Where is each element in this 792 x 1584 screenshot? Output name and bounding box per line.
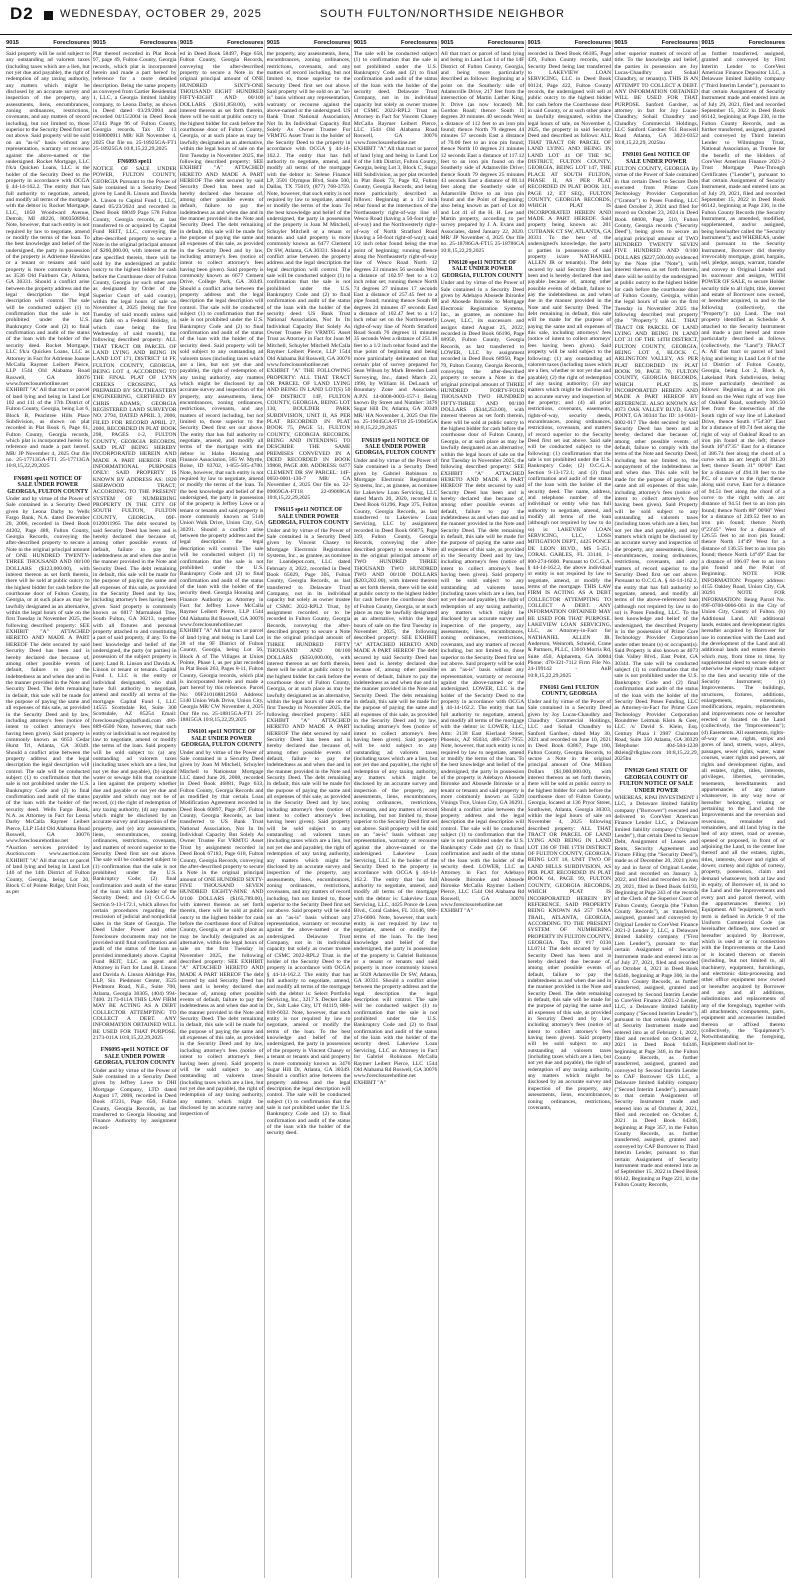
notice-text: Under and by virtue of the Power of Sale contained in a Security Deed given by Adebayo Abosede Ibironke and Abosede Ibironke to Mortgage Electronic Registration Systems, Inc., as grantee, as nominee for Lower, LLC, its successors and assigns dated August 25, 2022, recorded in Deed Book 66196, Page 68950, Fulton County, Georgia Records, as last transferred to LOWER, LLC by assignment recorded in Deed Book 68950, Page 79, Fulton County, Georgia Records, conveying the after-described property to secure a Note in the original principal amount of THREE HUNDRED FORTY-FOUR THOUSAND TWO HUNDRED FIFTY-THREE AND 00/100 DOLLARS ($344,253.00), with interest thereon as set forth therein, there will be sold at public outcry to the highest bidder for cash before the courthouse door of Fulton County, Georgia, or at such place as may be lawfully designated as an alternative, within the legal hours of sale on the first Tuesday in November 2025, the following described property: SEE EXHIBIT "A" ATTACHED HERETO AND MADE A PART HEREOF The debt secured by said Security Deed has been and is hereby declared due because of, among other possible events of default, failure to pay the indebtedness as and when due and in the manner provided in the Note and Security Deed. The debt remaining in default, this sale will be made for the purpose of paying the same and all expenses of this sale, as provided in the Security Deed and by law, including attorney's fees (notice of intent to collect attorney's fees having been given). Said property will be sold subject to any outstanding ad valorem taxes (including taxes which are a lien, but not yet due and payable), the right of redemption of any taxing authority, any matters which might be disclosed by an accurate survey and inspection of the property, any assessments, liens, encumbrances, zoning ordinances, restrictions, covenants, and any matters of record including, but not limited to, those superior to the Security Deed first set out above. Said property will be sold on an "as-is" basis without any representation, warranty or recourse against the above-named or the undersigned. LOWER, LLC is the holder of the Security Deed to the property in accordance with OCGA § 44-14-162.2. The entity that has full authority to negotiate, amend, and modify all terms of the mortgage with the debtor is: LOWER, LLC, Attn: 2138 East Kierland Street, Phoenix, AZ 85034, 480-327-7955. Note, however, that such entity is not required by law to negotiate, amend or modify the terms of the loan. To the best knowledge and belief of the undersigned, the party in possession of the property is Adebayo Abosede Ibironke and Abosede Ibironke or a tenant or tenants and said property is more commonly known as 5320 Vinings Trce, Union City, GA 30291. Should a conflict arise between the property address and the legal description the legal description will control. The sale will be conducted subject (1) to confirmation that the sale is not prohibited under the U.S. Bankruptcy Code and (2) to final confirmation and audit of the status of the loan with the holder of the security deed. LOWER, LLC as Attorney in Fact for Adebayo Abosede Ibironke and Abosede Ibironke McCalla Raymer Leibert Pierce, LLC 1544 Old Alabama Rd Roswell, GA 30076 www.foreclosurehotline.net EXHIBIT "A" [440, 280, 525, 915]
notice-text: as further transferred, assigned, granted and conveyed by First Interim Lender to CoreVest American Finance Depositor LLC, a Delaware limited liability company ("Third Interim Lender"), pursuant to that certain Assignment of Security Instrument made and entered into as of July 29, 2021, filed and recorded September 15, 2022 in Deed Book 66142, beginning at Page 230, in the Fulton County Records, and as further transferred, assigned, granted and conveyed by Third Interim Lender to Wilmington Trust, National Association, as Trustee for the benefit of the Holders of CoreVest American Finance 2021-2 Trust Mortgage Pass-Through Certificates ("Lender"), pursuant to that certain Assignment of Security Instrument, made and entered into as of July 29, 2021, filed and recorded September 15, 2022 in Deed Book 66142, beginning at Page 236, in the Fulton County Records (the Security Instrument, as amended, modified, supplemented, and/or assigned, being hereinafter called the "Security Instrument"); and WHEREAS, under and pursuant to the Security Instrument, Borrower did thereby irrevocably mortgage, grant, bargain, sell, pledge, assign, warrant, transfer and convey to Original Lender and its successor and assigns, WITH POWER OF SALE, to secure Holder security title to all right, title, interest and estate of Borrower now owned, or hereafter acquired, in and to the following (collectively, the "Property"): (a) Land. The real property identified as Schedule A attached to the Security Instrument and made a part hereof and more particularly described as follows (collectively, the "Land"): TRACT A: All that tract or parcel of land lying and being in Land Lot 8 of the 14 District of Fulton County, Georgia, being Lot 2, Block A, Lakeland Park Subdivision, being more particularly described as follows: Beginning at an iron pin found on the West right of way line of Oakleaf Road, southerly 306.50 feet from the intersection of the South right of way line of Lakeland Drive, thence South 1°54'30" East for a distance of 89.74 feet along the right of way of Oakleaf Road to an iron pin found at the left; thence South 16°47'35" East for a distance of 386.74 feet along the chord of a curve with an arc length of 391.20 feet; thence South 31° 00'00" East for a distance of 494.18 feet to the P.C. of a curve to the right; thence along said curve, East for a distance of 94.51 feet along the chord of a curve to the right with an arc distance of 94.51 feet to an iron pin found; thence North 88° 00'00" West for a distance of 249.52 feet to an iron pin found; thence North 0°23'45" West for a distance of 126.55 feet to an iron pin found; thence North 14°49' West for a distance of 136.55 feet to an iron pin found; thence North 14°49" East for a distance of 106.07 feet to an iron pin found and the Point of Beginning. NOTE FOR INFORMATION: Property address: 4155 Oakley Road, Union City, GA 30291 NOTE FOR INFORMATION: Being Parcel No. 09F-0700-0066-061 in the City of Union City, County of Fulton. (b) Additional Land. All additional lands, estates and development rights hereafter acquired by Borrower for use in connection with the Land and the development of the Land and all additional lands and estates therein which may, from time to time, by supplemental deed to secure debt or otherwise be expressly made subject to the lien and security title of the Security Instrument; (c) Improvements. The buildings, structures, fixtures, additions, enlargements, extensions, modifications, repairs, replacements and improvements now or hereafter erected or located on the Land (collectively, the "Improvements"); (d) Easements. All easements, rights-of-way or use, rights, strips and gores of land, streets, ways, alleys, passages, sewer rights, water, water courses, water rights and powers, air rights and development rights, and all estates, rights, titles, interests, privileges, liberties, servitudes, tenements, hereditaments and appurtenances of any nature whatsoever, in any way now or hereafter belonging, relating or pertaining to the Land and the Improvements and the reversion and reversions, remainder and remainders, and all land lying in the bed of any street, road or avenue, opened or proposed, in front of or adjoining the Land, to the center line thereof and all the estates, rights, titles, interests, dower and rights of dower, curtesy and rights of curtesy, property, possession, claim and demand whatsoever, both at law and in equity, of Borrower of, in and to the Land and the Improvements and every part and parcel thereof, with the appurtenances thereto; (e) Equipment. All "equipment," as such term is defined in Article 9 of the Uniform Commercial Code (as hereinafter defined), now owned or hereafter acquired by Borrower, which is used at or in connection with the Improvements or the Land or is located thereon or therein (including, but not limited to, all machinery, equipment, furnishings, and electronic data-processing and other office equipment now owned or hereafter acquired by Borrower and any and all additions, substitutions and replacements of any of the foregoing), together with all attachments, components, parts, equipment and accessories installed thereon or affixed thereto (collectively, the "Equipment"). Notwithstanding the foregoing, Equipment shall not in- [701, 51, 786, 1047]
category-code: 9015 [614, 40, 628, 46]
category-header [180, 40, 264, 48]
column-3 [180, 40, 266, 1578]
notice-text: All that tract or parcel of land lying and being in Land Lot 14 of the 14F District of Fulton County, Georgia, and being more particularly described as follows: Beginning at a point on the Southerly side of Adamsville Drive, 217 feet from the intersection of Martin Luther King, Jr. Drive (as now located) Mt. Gordon Road; thence South 11 degrees 20 minutes 40 seconds West a distance of 112 feet to an iron pin found; thence North 79 degrees 44 minutes 57 seconds East a distance of 70.00 feet to an iron pin found; thence North 10 degrees 21 minutes 12 seconds East a distance of 117.12 feet to an iron pin found on the Southerly side of Adamsville Drive; thence South 79 degrees 25 minutes 43 seconds East a distance of 69.14 feet along the Southerly side of Adamsville Drive to an iron pin found and the Point of Beginning; also being known as part of Lot 40 and Lot 41 of the H. H. Lee and Martin property, according to per survey prepared by J. A. Evans and Associates, dated January 22, 2020. MR/ JP November 4, 2025 Our file no. 25-18786GA-FT15 25-18786GA 10:8,15,22,29,2025 [440, 51, 525, 254]
category-code: 9015 [92, 40, 106, 46]
issue-date: WEDNESDAY, OCTOBER 29, 2025 [60, 8, 262, 20]
category-header [441, 40, 525, 48]
category-code: 9015 [266, 40, 280, 46]
notice-text: Under and by virtue of the Power of Sale contained in a Security Deed given by Joy Lucas-Chaudhry and Chaudhry Commercial Holdings, LLC and Sohail Chaudhry to Sanford Gardner, dated May 30, 2021 and recorded on June 10, 2021 in Deed Book 63867, Page 180, Fulton County, Georgia Records, to secure a Note in the original principal amount of One Million Dollars ($1,000,000.00), with interest thereon as set forth therein, there will be sold at public outcry to the highest bidder for cash before the courthouse door of Fulton County, Georgia, located at 136 Pryor Street, Southwest, Atlanta, Georgia 30303, within the legal hours of sale on November 4, 2025 following described property: ALL THAT TRACT OR PARCEL OF LAND LYING AND BEING IN LAND LOT 136 OF THE 17TH DISTRICT OF FULTON COUNTY, GEORGIA, BEING LOT 18, UNIT TWO OF LAND HILLS SUBDIVISION, AS PER PLAT RECORDED IN PLAT BOOK 64, PAGE 99, FULTON COUNTY, GEORGIA RECORDS, WHICH PLAT IS INCORPORATED HEREIN BY REFERENCE. SAID PROPERTY BEING KNOWN AS 257 TARA TRAIL, ATLANTA, GEORGIA, ACCORDING TO THE PRESENT SYSTEM OF NUMBERING PROPERTY IN FULTON COUNTY, GEORGIA. Tax ID #17 0136 LL0714 The debt secured by said Security Deed has been and is hereby declared due because of, among other possible events of default, failure to pay the indebtedness as and when due and in the manner provided in the Note and Security Deed. The debt remaining in default, this sale will be made for the purpose of paying the same and all expenses of this sale, as provided in Security Deed and by law, including attorney's fees (notice of intent to collect attorney's fees having been given). Said property will be sold subject to any outstanding ad valorem taxes (including taxes which are a lien, but not yet due and payable), the right of redemption of any taxing authority, any matters which might be disclosed by an accurate survey and inspection of the property, any assessments, liens, encumbrances, zoning ordinances, restrictions, covenants, [527, 698, 612, 1111]
category-header [6, 40, 90, 48]
notice-columns [6, 40, 786, 1578]
notice-text: recorded in Deed Book 66185, Page 439, Fulton County records, said Security Deed being last transferred to LAKEVIEW LOAN SERVICING, LLC in Deed Book 60124, Page 422, Fulton County records, the undersigned will sell at public outcry to the highest bidder for cash before the Courthouse door in said County, or at such other place as lawfully designated, within the legal hours of sale, on November 4, 2025, the property in said Security Deed and described as follows: ALL THAT TRACT OR PARCEL OF LAND LYING AND BEING IN LAND LOT 41 OF THE 9C DISTRICT, FULTON COUNTY, GEORGIA, BEING LOT 147, THE PLACE AT SOUTH FULTON, PHASE II, AS PER PLAT RECORDED IN PLAT BOOK 311, PAGE 12, ET SEQ., FULTON COUNTY, GEORGIA RECORDS, WHICH PLAT IS INCORPORATED HEREIN AND MADE A PART HEREOF. Said property being known as: 201 CUTBANK CT SW, ATLANTA, GA 30331 To the best of the undersigned's knowledge, the party or parties in possession of said property is/are NATHANIEL ALLEN JR or tenant(s). The debt secured by said Security Deed has been and is hereby declared due and payable because of, among other possible events of default, failure to pay the indebtedness as and when due in the manner provided in the Note and said Security Deed. The debt remaining in default, this sale will be made for the purpose of paying the same and all expenses of this sale, including attorneys' fees (notice of intent to collect attorneys' fees having been given). Said property will be sold subject to the following: (1) any outstanding ad valorem taxes (including taxes which are a lien, whether or not yet due and payable); (2) the right of redemption of any taxing authority; (3) any matters which might be disclosed by an accurate survey and inspection of the property; and (4) all prior restrictions, covenants, easements, rights-of-way, security deeds, encumbrances, zoning ordinances, restrictions, covenants, and matters of record superior to the Security Deed first set out above. Said sale will be conducted subject to the following: (1) confirmation that the sale is not prohibited under the U.S. Bankruptcy Code; (2) O.C.G.A. Section 9-13-172.1; and (3) final confirmation and audit of the status of the loan with the holder of the security deed. The name, address, and telephone number of the individual or entity who has full authority to negotiate, amend, and modify all terms of the loan (although not required by law to do so) is: LAKEVIEW LOAN SERVICING, LLC, LOSS MITIGATION DEPT., 4425 PONCE DE LEON BLVD., MS 5-251, CORAL GABLES, FL 33146, 1-800-274-6600. Pursuant to O.C.G.A. § 44-14-162.2, the above individual or entity is not required by law to negotiate, amend, or modify the terms of the mortgage. THIS LAW FIRM IS ACTING AS A DEBT COLLECTOR ATTEMPTING TO COLLECT A DEBT. ANY INFORMATION OBTAINED MAY BE USED FOR THAT PURPOSE. LAKEVIEW LOAN SERVICING, LLC, as Attorney-in-Fact for NATHANIEL ALLEN JR. Anderson, Weinroth, Schneid, Crane & Partners, PLLC, 13010 Morris Rd, Suite 450, Alpharetta, GA 30004 Phone: 470-321-7112 Firm File No. 24-199142 - AnB 10:8,15,22,29,2025 [527, 51, 612, 679]
notice-title: FN9101 Gen1 NOTICE OF SALE UNDER POWER [622, 152, 691, 165]
notice-title: FN6101 spe11 NOTICE OF SALE UNDER POWER GEORGIA, FULTON COUNTY [181, 729, 263, 749]
notice-title: FN6119 spe11 NOTICE OF SALE UNDER POWER GEORGIA, FULTON COUNTY [354, 437, 436, 457]
notice-text: other superior matters of record of title. To the knowledge and belief, the parties in possession are Joy Lucas-Chaudhry and Sohail Chaudhry, or tenant(s). THIS IS AN ATTEMPT TO COLLECT A DEBT. ANY INFORMATION OBTAINED WILL BE USED FOR THAT PURPOSE. Sanford Gardner, as attorney in fact for Joy Lucas-Chaudhry, Sohail Chaudhry and Chaudhry Commercial Holdings, LLC Sanford Gardner 951 Roswell Road Atlanta, GA 3023-0352 10:8,15,22,29, 2025bu [614, 51, 699, 146]
notice-text: Plat thereof recorded in Plat Book 97, page 49, Fulton County, Georgia records, which plat is incorporated herein and made a part hereof by reference for a more detailed description. Being the same property as conveyed from Cartier Residential 1, LLC, a Georgia limited liability company, to Leona Darby, as shown in Deed dated 03/29/2004 and recorded 04/15/2004 in Deed Book 37443 Page 96 of Fulton County, Georgia records. Tax ID: 13 0168000911 MR/ KB November 4, 2025 Our file no. 25-18925GA-FT1 25-18925GA 10:8,15,22,29,2025 [92, 51, 177, 153]
notice-title: FN6091 spe11 NOTICE OF SALE UNDER POWER GEORGIA, FULTON COUNTY [7, 475, 89, 495]
notice-text: Under and by virtue of the Power of Sale contained in a Security Deed given by Leona Darby to Wells Fargo Bank, N.A. dated December 20, 2006, recorded in Deed Book 44202, Page 488, Fulton County, Georgia Records, conveying the after-described property to secure a Note in the original principal amount of ONE HUNDRED TWENTY-THREE THOUSAND AND 00/100 DOLLARS ($123,000.00), with interest thereon as set forth therein, there will be sold at public outcry to the highest bidder for cash before the courthouse door of Fulton County, Georgia, or at such place as may be lawfully designated as an alternative, within the legal hours of sale on the first Tuesday in November 2025, the following described property: SEE EXHIBIT "A" ATTACHED HERETO AND MADE A PART HEREOF The debt secured by said Security Deed has been and is hereby declared due because of, among other possible events of default, failure to pay the indebtedness as and when due and in the manner provided in the Note and Security Deed. The debt remaining in default, this sale will be made for the purpose of paying the same and all expenses of this sale, as provided in the Security Deed and by law, including attorney's fees (notice of intent to collect attorney's fees having been given). Said property is commonly known as 6653 Cedar Hurst Trl, Atlanta, GA 30349. Should a conflict arise between the property address and the legal description the legal description will control. The sale will be conducted subject (1) to confirmation that the sale is not prohibited under the U.S. Bankruptcy Code and (2) to final confirmation and audit of the status of the loan with the holder of the security deed. Wells Fargo Bank, N.A. as Attorney in Fact for Leona Darby McCalla Raymer Leibert Pierce, LLP 1544 Old Alabama Road Roswell, GA 30076 www.foreclosurehotline.net *Auction services provided by Auction.com www.auction.com EXHIBIT "A" All that tract or parcel of land lying and being in Land Lot 140 of the 14th District of Fulton County, Georgia, being Lot 20, Block C of Pointe Ridge; Unit Four, as per [6, 495, 90, 896]
notice-title: FN6115 spe11 NOTICE OF SALE UNDER POWER GEORGIA, FULTON COUNTY [268, 507, 350, 527]
category-code: 9015 [440, 40, 454, 46]
category-name: Foreclosures [140, 40, 177, 46]
category-code: 9015 [6, 40, 19, 46]
category-header [93, 40, 177, 48]
category-header [701, 40, 785, 48]
column-4 [267, 40, 353, 1578]
notice-text: Said property will be sold subject to any outstanding ad valorem taxes (including taxes which are a lien, but not yet due and payable), the right of redemption of any taxing authority, any matters which might be disclosed by an accurate survey and inspection of the property, any assessments, liens, encumbrances, zoning ordinances, restrictions, covenants, and any matters of record including, but not limited to, those superior to the Security Deed first set out above. Said property will be sold on an "as-is" basis without any representation, warranty or recourse against the above-named or the undersigned. Rocket Mortgage, LLC f/k/a Quicken Loans, LLC is the holder of the Security Deed to the property in accordance with OCGA § 44-14-162.2. The entity that has full authority to negotiate, amend, and modify all terms of the mortgage with the debtor is: Rocket Mortgage, LLC, 1050 Woodward Avenue, Detroit, MI 48226, 8003508964. Note, however, that such entity is not required by law to negotiate, amend or modify the terms of the loan. To the best knowledge and belief of the undersigned, the party in possession of the property is Adrienne Hawkins or a tenant or tenants and said property is more commonly known as 3536 Old Fairburn Cir, Atlanta, GA 30331. Should a conflict arise between the property address and the legal description the legal description will control. The sale will be conducted subject (1) to confirmation that the sale is not prohibited under the U.S. Bankruptcy Code and (2) to final confirmation and audit of the status of the loan with the holder of the security deed. Rocket Mortgage, LLC f/k/a Quicken Loans, LLC as Attorney in Fact for Adrienne Joanne McCalla Raymer Leibert Pierce, LLP 1544 Old Alabama Road Roswell, GA 30076 www.foreclosurehotline.net EXHIBIT "A" All that tract or parcel of land lying and being in Land Lot 102 and 111 of the 17th District of Fulton County, Georgia, being Lot 6, Block B, Peachtree Hills Place Subdivision, as shown on plat recorded in Plat Book 6, Page 61, Fulton County, Georgia records, which plat is incorporated herein by reference and made a part hereof. MR/ JP November 4, 2025 Our file no. 25-17713GA-FT1 25-17713GA 10:8,15,22,29,2025 [6, 51, 90, 470]
column-6 [441, 40, 527, 1578]
notice-text: Under and by virtue of the Power of Sale contained in a Security Deed given by Joan M Mitchell, Schuyler Mitchell to Nationstar Mortgage LLC dated June 26, 2008, recorded in Deed Book 46881, Page 633, Fulton County, Georgia Records and as modified by that certain Loan Modification Agreement recorded in Deed Book 60897, Page 467, Fulton County, Georgia Records, as last transferred to US Bank Trust National Association, Not In Its Individual Capacity But Solely As Owner Trustee For VRMTG Asset Trust by assignment recorded in Deed Book 67183, Page 618, Fulton County, Georgia Records, conveying the after-described property to secure a Note in the original principal amount of ONE HUNDRED SIXTY-FIVE THOUSAND SEVEN HUNDRED EIGHTY-NINE AND 0/100 DOLLARS ($165,789.00), with interest thereon as set forth therein, there will be sold at public outcry to the highest bidder for cash before the courthouse door of Fulton County, Georgia, or at such place as may be lawfully designated as an alternative, within the legal hours of sale on the first Tuesday in November 2025, the following described property: SEE EXHIBIT "A" ATTACHED HERETO AND MADE A PART HEREOF The debt secured by said Security Deed has been and is hereby declared due because of, among other possible events of default, failure to pay the indebtedness as and when due and in the manner provided in the Note and Security Deed. The debt remaining in default, this sale will be made for the purpose of paying the same and all expenses of this sale, as provided in the Security Deed and by law, including attorney's fees (notice of intent to collect attorney's fees having been given). Said property will be sold subject to any outstanding ad valorem taxes (including taxes which are a lien, but not yet due and payable), the right of redemption of any taxing authority, any matters which might be disclosed by an accurate survey and inspection of [179, 749, 264, 1118]
notice-title: FN9120 Gen1 STATE OF GEORGIA COUNTY OF FULTON NOTICE OF SALE UNDER POWER [619, 768, 694, 794]
category-name: Foreclosures [748, 40, 785, 46]
category-code: 9015 [701, 40, 715, 46]
category-code: 9015 [527, 40, 541, 46]
page-number: D2 [10, 4, 34, 23]
page-header [0, 0, 792, 35]
category-header [528, 40, 612, 48]
publication-name: SOUTH FULTON/NORTHSIDE NEIGHBOR [320, 8, 565, 20]
category-name: Foreclosures [661, 40, 699, 46]
notice-text: Under and by virtue of the Power of Sale contained in a Security Deed given by Vincent Chasey to Mortgage Electronic Registration Systems, Inc., as grantee, as nominee for Loandepot.com, LLC dated February 4, 2022, recorded in Deed Book 65029, Page 305, Fulton County, Georgia Records, as last transferred to Delaware Trust Company, not in its individual capacity but solely as owner trustee of CSMC 2022-RPL2 Trust, by assignment recorded or to be recorded in Fulton County, Georgia Records, conveying the after-described property to secure a Note in the original principal amount of THREE HUNDRED FIFTY THOUSAND AND 00/100 DOLLARS ($350,000.00), with interest thereon as set forth therein, there will be sold at public outcry to the highest bidder for cash before the courthouse door of Fulton County, Georgia, or at such place as may be lawfully designated as an alternative, within the legal hours of sale on the first Tuesday in November 2025, the following described property: SEE EXHIBIT "A" ATTACHED HERETO AND MADE A PART HEREOF The debt secured by said Security Deed has been and is hereby declared due because of, among other possible events of default, failure to pay the indebtedness as and when due and in the manner provided in the Note and Security Deed. The debt remaining in default, this sale will be made for the purpose of paying the same and all expenses of this sale, as provided in the Security Deed and by law, including attorney's fees (notice of intent to collect attorney's fees having been given). Said property will be sold subject to any outstanding ad valorem taxes (including taxes which are a lien, but not yet due and payable), the right of redemption of any taxing authority, any matters which might be disclosed by an accurate survey and inspection of the property, any assessments, liens, encumbrances, zoning ordinances, restrictions, covenants, and any matters of record including, but not limited to, those superior to the Security Deed first set out above. Said property will be sold on an "as-is" basis without any representation, warranty or recourse against the above-named or the undersigned. Delaware Trust Company, not in its individual capacity but solely as owner trustee of CSMC 2022-RPL2 Trust is the holder of the Security Deed to the property in accordance with OCGA § 44-14-162.2. The entity that has full authority to negotiate, amend, and modify all terms of the mortgage with the debtor is: Select Portfolio Servicing, Inc., 3217 S. Decker Lake Dr., Salt Lake City, UT 84119, 888-818-6032. Note, however, that such entity is not required by law to negotiate, amend or modify the terms of the loan. To the best knowledge and belief of the undersigned, the party in possession of the property is Vincent Chasey or a tenant or tenants and said property is more commonly known as 3476 Sugar Hill Dr, Atlanta, GA 30349. Should a conflict arise between the property address and the legal description the legal description will control. The sale will be conducted subject (1) to confirmation that the sale is not prohibited under the U.S. Bankruptcy Code and (2) to final confirmation and audit of the status of the loan with the holder of the security deed. [266, 527, 351, 1137]
notice-text: The sale will be conducted subject (1) to confirmation that the sale is not prohibited under the U.S. Bankruptcy Code and (2) to final confirmation and audit of the status of the loan with the holder of the security deed. Delaware Trust Company, not in its individual capacity but solely as owner trustee of CSMC 2022-RPL2 Trust as Attorney in Fact for Vincent Chasey McCalla Raymer Leibert Pierce, LLC 1544 Old Alabama Road Roswell, GA 30076 www.foreclosurehotline.net EXHIBIT "A" All that tract or parcel of land lying and being in Land Lot 8 of the 14th District, Fulton County, Georgia, being Lot 3, Block C, Sugar Hill Subdivision, as per plat recorded in Plat Book 73, Page 82, Fulton County, Georgia Records, and being more particularly described as follows: Beginning at a 1/2 inch rebar found at the intersection of the Northeasterly right-of-way line of Wesco Road (having a 50-foot right-of-way) and the Northwesterly right-of-way of North Stratford Road (having a 50-foot right-of-way); said 1/2 inch rebar found being the true point of beginning; running thence along the Northeasterly right-of-way line of Wesco Road North 12 degrees 23 minutes 56 seconds West a distance of 102.97 feet to a 1/2 inch rebar set; running thence North 74 degrees 27 minutes 17 seconds East a distance of 257.45 feet to a pipe found; running thence South 08 degrees 24 minutes 47 seconds East a distance of 102.47 feet to a 1/2 inch rebar set on the Northwesterly right-of-way line of North Stratford Road South 76 degrees 11 minutes 35 seconds West a distance of 251.18 feet to a 1/2 inch rebar found and the true point of beginning and being more particularly delineated on that certain plat of survey prepared for Sean Wilson by Mark Breeden Land Surveying, Inc., dated March 23, 1998, by William H. DeLoach of Boundary Zone and Associates. A.P.N. 14-0008-0003-157-1 Being known By Street and Number: 3476 Sugar Hill Dr, Atlanta, GA 30349 MR/ HA November 4, 2025 Our file no. 25-19045GA-FT18 25-19045GA 10:8,15,22,29,2025 [353, 51, 438, 432]
column-1 [6, 40, 92, 1578]
column-7 [528, 40, 614, 1578]
square-bullet-icon [44, 11, 53, 20]
column-9 [701, 40, 786, 1578]
notice-title: FN6093 spe11 [117, 158, 152, 165]
notice-text: Under and by virtue of the Power of Sale contained in a Security Deed given by Jeffrey Lowe to DHI Mortgage Company, LTD dated August 17, 2008, recorded in Deed Book 47231, Page 650, Fulton County, Georgia Records, as last transferred to Georgia Housing and Finance Authority by assignment record- [92, 1067, 177, 1131]
notice-text: FULTON COUNTY, GEORGIA By virtue of the Power of Sale contained in that certain Deed to Secure Debt executed from Prime Core Technology Provider Corporation ("Grantor") to Poses Funding, LLC dated October 2, 2024 and filed for record on October 23, 2024 in Deed Book 68008, Page 510, Fulton County, Georgia records ("Security Deed"), being given to secure an original principal amount of TWO HUNDRED TWENTY SEVEN FIVE HUNDRED AND 0/100 DOLLARS ($227,500.00) evidenced by the Note (the "Note"), with interest thereon as set forth therein, there will be sold by the undersigned at public outcry to the highest bidder for cash before the courthouse door of Fulton County, Georgia, within the legal hours of sale on the first Tuesday in November 2025 the following described real property (the "Property"): ALL THAT TRACT OR PARCEL OF LAND LYING AND BEING IN LAND LOT 31 OF THE 14TH DISTRICT, FULTON COUNTY, GEORGIA, BEING LOT 4, BLOCK C, ARLINGTON VALLEY, AS PER PLAT RECORDED IN PLAT BOOK 99, PAGE 70, FULTON COUNTY, GEORGIA RECORDS, WHICH PLAT IS INCORPORATED HEREIN AND MADE A PART HEREOF BY REFERENCE. ALSO KNOWN AS: 4073 OAK VALLEY BLVD, EAST POINT, GA 30344 Tax ID: 14-0031-0002-017 The debt secured by said Security Deed has been and is hereby declared due because of, among other possible events of default, failure to comply with the terms of the Note and Security Deed, including but not limited to, the nonpayment of the indebtedness as and when due. This sale will be made for the purpose of paying the same and all expenses of this sale, including attorney's fees (notice of intent to collect attorney's fees having been given). Said Property will be sold subject to any outstanding ad valorem taxes (including taxes which are a lien, but not yet due and payable), and any matters which might be disclosed by an accurate survey and inspection of the property, any assessments, liens, encumbrances, zoning ordinances, restrictions, covenants, and any matters of record superior to the Security Deed first set out above. Pursuant to O.C.G.A. § 44-14-162.2, the entity that has full authority to negotiate, amend, and modify all terms of the above-referenced loan (although not required by law to do so) is Poses Funding, LLC. To the best knowledge and belief of the undersigned, the described Property is in the possession of Prime Core Technology Provider Corporation under other tenant (s) or occupant(s). Said Property is also known as 4073 Oak Valley Blvd., East Point, GA 30344. The sale will be conducted subject (1) to confirmation that the sale is not prohibited under the U.S. Bankruptcy Code and (2) final confirmation and audit of the status of the loan with the holder of the Security Deed. Poses Funding, LLC as Attorney-in-Fact for Prime Core Technology Provider Corporation Roundtree Leitman Klein & Geer, LLC /s/ David S. Klein, Esq. Century Plaza I 2987 Clairmont Road, Suite 350 Atlanta, GA 30329 Telephone: 404-584-1238 dklein@rlkglaw.com 10:8,15,22,29, 2025bu [614, 165, 699, 762]
category-name: Foreclosures [574, 40, 612, 46]
notice-title: FN6095 spe11 NOTICE OF SALE UNDER POWER GEORGIA, FULTON COUNTY [94, 1047, 176, 1067]
notice-text: WHEREAS, KPAI INVESTMENT I LLC, a Delaware limited liability company ("Borrower") executed and delivered to CoreVest American Finance Lender LLC, a Delaware limited liability company ("Original Lender"), that certain Deed to Secure Debt, Assignment of Leases and Rents, Security Agreement and Fixture Filing (the "Security Deed"), made as of December 20, 2021 given by and in favor of Original Lender, filed and recorded on January 3, 2022, and filed and recorded on July 29, 2021, filed in Deed Book 64193, Beginning at Page 243 of the records of the Clerk of the Superior Court of Fulton County, Georgia (the "Fulton County Records"), as transferred, assigned, granted and conveyed by Original Lender to CoreVest Finance 2021-2 Lender 2, LLC, a Delaware limited liability company ("First Lien Lender"), pursuant to that certain Assignment of Security Instrument made and entered into as of July 27, 2021, filed and recorded on October 4, 2021 in Deed Book 64346, beginning at Page 306, in the Fulton County Records, as further transferred, assigned, granted and conveyed by Second Interim Lender to CoreVest Finance 2021-2 Lender, LLC, a Delaware limited liability company ("Second Interim Lender"), pursuant to that certain Assignment of Security Instrument made and entered into as of February 1, 2022, filed and recorded on October 4, 2021 in Deed Book 64346, beginning at Page 346, in the Fulton County Records, as further transferred, assigned, granted and conveyed by Second Interim Lender to CAF Borrower GS LLC, a Delaware limited liability company ("Second Interim Lender"), pursuant to that certain Assignment of Security Instrument made and entered into as of October 4, 2021, filed and recorded on October 4, 2021 in Deed Book 64346, beginning at Page 357, in the Fulton County Records, as further transferred, assigned, granted and conveyed by CAF Borrower to Third Interim Lender, pursuant to that certain Assignment of Security Instrument made and entered into as of September 15, 2022 in Deed Book 66142, Beginning at Page 221, in the Fulton County Records, [614, 794, 699, 1188]
category-name: Foreclosures [400, 40, 438, 46]
category-header [267, 40, 351, 48]
notice-text: the property, any assessments, liens, encumbrances, zoning ordinances, restrictions, covenants, and any matters of record including, but not limited to, those superior to the Security Deed first set out above. Said property will be sold on an "as-is" basis without any representation, warranty or recourse against the above-named or the undersigned. US Bank Trust National Association, Not In Its Individual Capacity But Solely As Owner Trustee For VRMTG Asset Trust is the holder of the Security Deed to the property in accordance with OCGA § 44-14-162.2. The entity that has full authority to negotiate, amend, and modify all terms of the mortgage with the debtor is: Selene Finance LP, 3501 Olympus Blvd, Suite 500, Dallas, TX 75019, (877) 768-3759. Note, however, that such entity is not required by law to negotiate, amend or modify the terms of the loan. To the best knowledge and belief of the undersigned, the party in possession of the property is Joan M Mitchell, Schuyler Mitchell or a tenant or tenants and said property is more commonly known as 6477 Clement Dr SW, Atlanta, GA 30331. Should a conflict arise between the property address and the legal description the legal description will control. The sale will be conducted subject (1) to confirmation that the sale is not prohibited under the U.S. Bankruptcy Code and (2) to final confirmation and audit of the status of the loan with the holder of the security deed. US Bank Trust National Association, Not In Its Individual Capacity But Solely As Owner Trustee For VRMTG Asset Trust as Attorney in Fact for Joan M Mitchell, Schuyler Mitchell McCalla Raymer Leibert Pierce, LLP 1544 Old Alabama Rd Roswell, GA 30076 www.foreclosurehotline.net EXHIBIT "A" THE FOLLOWING PROPERTY: ALL THAT TRACT OR PARCEL OF LAND LYING AND BEING IN LAND LOT(S) 50 OF DISTRICT 14F, FULTON COUNTY, GEORGIA, BEING LOT 130, BOULDER PARK SUBDIVISION, UNIT II, AS PER PLAT RECORDED IN PLAT BOOK 75, PAGE 51, FULTON COUNTY, GEORGIA RECORDS. BEING AND INTENDING TO DESCRIBE THE SAME PREMISES CONVEYED IN A DEED RECORDED IN BOOK 39868, PAGE 408. ADDRESS: 6477 CLEMENT DR SW PARCEL: 14F-0050-0001-130-7 MR/ CA November 4, 2025 Our file no. 22-09069GA-FT18 22-09069GA 10:8,15,22,29,2025 [266, 51, 351, 502]
column-2 [93, 40, 179, 1578]
notice-text: NOTICE OF SALE UNDER POWER, FULTON COUNTY, GEORGIA Pursuant to the Power of Sale contained in a Security Deed given by Land R. Linson and Davida A. Linson to Capital Fund I, LLC, dated 05/23/2024 and recorded in Deed Book 68049 Page 578 Fulton County, Georgia records, as last transferred to or acquired by Capital Fund REIT, LLC, conveying the after-described property to secure a Note in the original principal amount of $260,000.00, with interest at the rate specified therein, there will be sold by the undersigned at public outcry to the highest bidder for cash before the Courthouse door of Fulton County, Georgia (or such other area as designated by Order of the Superior Court of said county), within the legal hours of sale on November 4, 2025 (being the first Tuesday of said month unless said date falls on a Federal Holiday, in which case being the first Wednesday of said month), the following described property: ALL THAT TRACT OR PARCEL OF LAND LYING AND BEING IN LAND LOT 171, DISTRICT 14 FF, FULTON COUNTY, GEORGIA, BEING LOT 4, ACCORDING TO THE FINAL PLAT OF LYNN CREEKS CROSSING, AS PREPARED BY SOUTHEASTERN ENGINEERING, CERTIFIED BY CHRIS ADAMS, GEORGIA REGISTERED LAND SURVEYOR NO. 2794, DATED APRIL 3, 2006, FILED FOR RECORD APRIL 27, 2006, RECORDED IN PLAT BOOK 298, PAGES 1-2, FULTON COUNTY, GEORGIA RECORDS, SAID PLAT BEING HEREBY INCORPORATED HEREIN AND MADE A PART HEREOF. FOR INFORMATIONAL PURPOSES ONLY: SAID PROPERTY IS KNOWN BY ADDRESS AS: 1820 SHERWOOD TRACT, ACCORDING TO THE PRESENT SYSTEM OF NUMBERING PROPERTY IN THE CITY OF SOUTH FULTON, FULTON COUNTY, GEORGIA. 09F-0120011965 The debt secured by said Security Deed has been and is hereby declared due because of, among other possible events of default, failure to pay the indebtedness as and when due and in the manner provided in the Note and Security Deed. The debt remaining in default, this sale will be made for the purpose of paying the same and all expenses of this sale, as provided in the Security Deed and by law, including attorney's fees having been given. Said property is commonly known as 6817 Marmalead Tree, South Fulton, GA 30213, together with all fixtures and personal property attached to and constituting a part of said property, if any. To the best knowledge and belief of the undersigned, the party (or parties) in possession of the subject property is (are): Land R. Linson and Davida A. Linson or tenant or tenants. Capital Fund I, LLC is the entity or individual designated, who shall have full authority to negotiate, amend and modify all terms of the mortgage. Capital Fund I, LLC 14555 Scottsdale Rd, Suite 300 Scottsdale, AZ 85254 Email: foreclosure@capitalfundi.com 480-889-6500 Note, however, that such entity or individual is not required by law to negotiate, amend or modify the terms of the loan. Said property will be sold subject to: (a) any outstanding ad valorem taxes (including taxes which are a lien, but not yet due and payable), (b) unpaid water or sewage bills that constitute a lien against the property whether due and payable or not yet due and payable and which may not be of record, (c) the right of redemption of any taxing authority, (d) any matters which might be disclosed by an accurate survey and inspection of the property, and (e) any assessments, liens, encumbrances, zoning ordinances, restrictions, covenants, and matters of record superior to the Security Deed first set out above. The sale will be conducted subject to (1) confirmation that the sale is not prohibited under the U.S. Bankruptcy Code; (2) final confirmation and audit of the status of the loan with the holder of the Security Deed; and (3) O.C.G.A. Section 9-13-172.1, which allows for certain procedures regarding the rescission of judicial and nonjudicial sales in the State of Georgia. The Deed Under Power and other foreclosure documents may not be provided until final confirmation and audit of the status of the loan as provided immediately above. Capital Fund REIT, LLC as agent and Attorney in Fact for Land R. Linson and Davida A. Linson Aldridge Pite, LLP, Six Piedmont Center, 3525 Piedmont Road, N.E., Suite 700, Atlanta, Georgia 30305, (404) 994-7400. 2173-011A THIS LAW FIRM MAY BE ACTING AS A DEBT COLLECTOR ATTEMPTING TO COLLECT A DEBT. ANY INFORMATION OBTAINED WILL BE USED FOR THAT PURPOSE. 2173-011A 10:8,15,22,29,2025 [92, 165, 177, 1041]
column-5 [354, 40, 440, 1578]
notice-text: Under and by virtue of the Power of Sale contained in a Security Deed given by Gabriel Robinson to Mortgage Electronic Registration Systems, Inc., as grantee, as nominee for Lakeview Loan Servicing, LLC dated March 20, 2020, recorded in Deed Book 61296, Page 375, Fulton County, Georgia Records, as last transferred to Lakeview Loan Servicing, LLC by assignment recorded in Deed Book 66875, Page 339, Fulton County, Georgia Records, conveying the after-described property to secure a Note in the original principal amount of TWO HUNDRED THREE THOUSAND TWO HUNDRED TWO AND 00/100 DOLLARS ($203,202.00), with interest thereon as set forth therein, there will be sold at public outcry to the highest bidder for cash before the courthouse door of Fulton County, Georgia, or at such place as may be lawfully designated as an alternative, within the legal hours of sale on the first Tuesday in November 2025, the following described property: SEE EXHIBIT "A" ATTACHED HERETO AND MADE A PART HEREOF The debt secured by said Security Deed has been and is hereby declared due because of, among other possible events of default, failure to pay the indebtedness as and when due and in the manner provided in the Note and Security Deed. The debt remaining in default, this sale will be made for the purpose of paying the same and all expenses of this sale, as provided in the Security Deed and by law, including attorney's fees (notice of intent to collect attorney's fees having been given). Said property will be sold subject to any outstanding ad valorem taxes (including taxes which are a lien, but not yet due and payable), the right of redemption of any taxing authority, any matters which might be disclosed by an accurate survey and inspection of the property, any assessments, liens, encumbrances, zoning ordinances, restrictions, covenants, and any matters of record including, but not limited to, those superior to the Security Deed first set out above. Said property will be sold on an "as-is" basis without any representation, warranty or recourse against the above-named or the undersigned. Lakeview Loan Servicing, LLC is the holder of the Security Deed to the property in accordance with OCGA § 44-14-162.2. The entity that has full authority to negotiate, amend, and modify all terms of the mortgage with the debtor is: Lakeview Loan Servicing, LLC, 4425 Ponce de Leon Blvd., Coral Gables, FL 33146, 800-274-6600. Note, however, that such entity is not required by law to negotiate, amend or modify the terms of the loan. To the best knowledge and belief of the undersigned, the party in possession of the property is Gabriel Robinson or a tenant or tenants and said property is more commonly known as 5028 Adamsville Dr SW, Atlanta, GA 30331. Should a conflict arise between the property address and the legal description the legal description will control. The sale will be conducted subject (1) to confirmation that the sale is not prohibited under the U.S. Bankruptcy Code and (2) to final confirmation and audit of the status of the loan with the holder of the security deed. Lakeview Loan Servicing, LLC as Attorney in Fact for Gabriel Robinson McCalla Raymer Leibert Pierce, LLC 1544 Old Alabama Rd Roswell, GA 30076 www.foreclosurehotline.net EXHIBIT "A" [353, 457, 438, 1086]
category-code: 9015 [353, 40, 367, 46]
notice-title: FN6161 Gen1 FULTON COUNTY, GEORGIA [539, 685, 599, 698]
notice-text: ed in Deed Book 58497, Page 658, Fulton County, Georgia Records, conveying the after-described property to secure a Note in the original principal amount of ONE HUNDRED SIXTY-ONE THOUSAND EIGHT HUNDRED FIFTY-EIGHT AND 00/100 DOLLARS ($161,858.00), with interest thereon as set forth therein, there will be sold at public outcry to the highest bidder for cash before the courthouse door of Fulton County, Georgia, or at such place as may be lawfully designated as an alternative, within the legal hours of sale on the first Tuesday in November 2025, the following described property: SEE EXHIBIT "A" ATTACHED HERETO AND MADE A PART HEREOF The debt secured by said Security Deed has been and is hereby declared due because of, among other possible events of default, failure to pay the indebtedness as and when due and in the manner provided in the Note and Security Deed. The debt remaining in default, this sale will be made for the purpose of paying the same and all expenses of this sale, as provided in the Security Deed and by law, including attorney's fees (notice of intent to collect attorney's fees having been given). Said property is commonly known as 6677 Cement Drive, College Park, GA 30349. Should a conflict arise between the property address and the legal description the legal description will control. The sale will be conducted subject (1) to confirmation that the sale is not prohibited under the U.S. Bankruptcy Code and (2) to final confirmation and audit of the status of the loan with the holder of the security deed. Said property will be sold subject to any outstanding ad valorem taxes (including taxes which are a lien, but not yet due and payable), the right of redemption of any taxing authority, any matters which might be disclosed by an accurate survey and inspection of the property, any assessments, liens, encumbrances, zoning ordinances, restrictions, covenants, and any matters of record including, but not limited to, those superior to the Security Deed first set out above. The entity that has full authority to negotiate, amend, and modify all terms of the mortgage with the debtor is: Idaho Housing and Finance Association, 565 W. Myrtle, Boise, ID 83702, 1-855-505-4700. Note, however, that such entity is not required by law to negotiate, amend or modify the terms of the loan. To the best knowledge and belief of the undersigned, the party in possession of the property is Jeffrey Lowe or a tenant or tenants and said property is more commonly known as 5140 Union Walk Drive, Union City, GA 30291. Should a conflict arise between the property address and the legal description the legal description will control. The sale will be conducted subject (1) to confirmation that the sale is not prohibited under the U.S. Bankruptcy Code and (2) to final confirmation and audit of the status of the loan with the holder of the security deed. Georgia Housing and Finance Authority as Attorney in Fact for Jeffrey Lowe McCalla Raymer Leibert Pierce, LLP 1544 Old Alabama Rd Roswell, GA 30076 www.foreclosurehotline.net EXHIBIT "A" All that tract or parcel of land lying and being in Land Lot 28 of the 9F District of Fulton County, Georgia, being Lot 56, Block A of The Villages at Union Pointe, Phase I, as per plat recorded in Plat Book 263, Pages 8-11, Fulton County, Georgia records, which plat is incorporated herein and made a part hereof by this reference. Parcel No: 09F210108812950 Address: 5140 Union Walk Drive, Union City, Georgia MR/ CW November 4, 2025 Our file no. 25-18815GA-FT1 25-18815GA 10:8,15,22,29,2025 [179, 51, 264, 724]
category-header [614, 40, 698, 48]
category-code: 9015 [179, 40, 193, 46]
category-name: Foreclosures [227, 40, 264, 46]
category-name: Foreclosures [53, 40, 90, 46]
notice-title: FN6120 spe11 NOTICE OF SALE UNDER POWER GEORGIA, FULTON COUNTY [441, 260, 523, 279]
category-name: Foreclosures [487, 40, 525, 46]
category-header [354, 40, 438, 48]
category-name: Foreclosures [313, 40, 351, 46]
column-8 [614, 40, 700, 1578]
